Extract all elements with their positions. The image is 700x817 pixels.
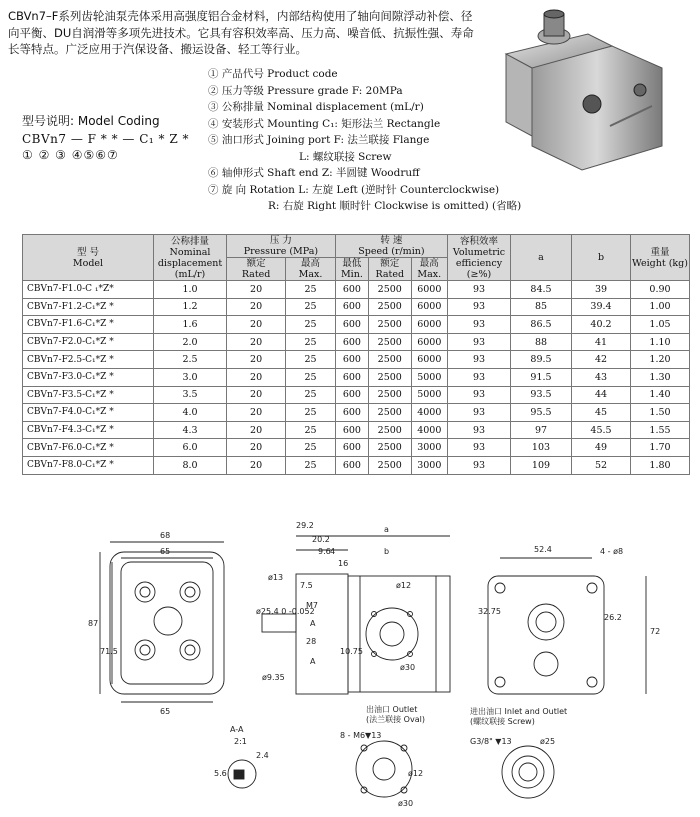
table-cell: 85 <box>511 298 572 316</box>
table-cell: 2500 <box>368 456 411 474</box>
header-max: 最高 Max. <box>286 258 336 281</box>
table-row <box>23 386 690 404</box>
header-rated-speed: 额定 Rated <box>368 258 411 281</box>
table-cell: 1.05 <box>631 316 690 334</box>
table-cell: 20 <box>227 421 286 439</box>
header-b: b <box>572 235 631 281</box>
dim-28: 28 <box>306 637 317 646</box>
table-cell: 3000 <box>411 456 447 474</box>
table-cell: 25 <box>286 351 336 369</box>
table-cell: 2.5 <box>154 351 227 369</box>
table-cell: 4000 <box>411 421 447 439</box>
table-cell: 93 <box>448 316 511 334</box>
header-a: a <box>511 235 572 281</box>
table-cell: 6000 <box>411 281 447 299</box>
table-cell: 2.0 <box>154 333 227 351</box>
table-cell: 1.30 <box>631 368 690 386</box>
inlet-view <box>502 746 554 798</box>
table-cell: 1.2 <box>154 298 227 316</box>
table-cell: 600 <box>335 351 368 369</box>
model-code-string: CBVn7 — F * * — C₁ * Z * <box>22 132 190 146</box>
table-cell: 93 <box>448 439 511 457</box>
table-cell: 3.5 <box>154 386 227 404</box>
table-cell: 41 <box>572 333 631 351</box>
table-cell: 25 <box>286 333 336 351</box>
dim-13: ø13 <box>268 573 284 582</box>
dim-30b: ø30 <box>398 799 414 808</box>
dim-10-75: 10.75 <box>340 647 363 656</box>
table-cell: 0.90 <box>631 281 690 299</box>
outlet-subtitle: (法兰联接 Oval) <box>366 715 425 724</box>
model-coding-title: 型号说明: Model Coding <box>22 114 160 128</box>
table-cell: 2500 <box>368 368 411 386</box>
header-efficiency: 容积效率 Volumetric efficiency (≥%) <box>448 235 511 281</box>
table-cell: 89.5 <box>511 351 572 369</box>
table-cell: 4.0 <box>154 404 227 422</box>
dim-32-75: 32.75 <box>478 607 501 616</box>
dim-b: b <box>384 547 390 556</box>
table-cell: 6000 <box>411 333 447 351</box>
table-cell: 600 <box>335 333 368 351</box>
table-cell: 6000 <box>411 351 447 369</box>
section-aa <box>228 760 256 788</box>
table-cell: 39 <box>572 281 631 299</box>
table-cell: 600 <box>335 316 368 334</box>
dim-5-6: 5.6 <box>214 769 227 778</box>
table-cell: 93 <box>448 456 511 474</box>
legend-line: ⑦ 旋 向 Rotation L: 左旋 Left (逆时针 Counterclockwise) <box>208 183 500 196</box>
table-cell: 4000 <box>411 404 447 422</box>
table-cell: 1.50 <box>631 404 690 422</box>
table-cell: 1.10 <box>631 333 690 351</box>
table-cell: 1.6 <box>154 316 227 334</box>
table-cell-model: CBVn7-F1.2-C₁*Z * <box>23 298 154 316</box>
table-cell: 5000 <box>411 368 447 386</box>
dim-25-4: ø25.4 0 -0.052 <box>256 607 315 616</box>
table-cell: 25 <box>286 404 336 422</box>
dim-65a: 65 <box>160 547 171 556</box>
table-cell: 86.5 <box>511 316 572 334</box>
table-cell: 600 <box>335 404 368 422</box>
table-cell: 600 <box>335 281 368 299</box>
dim-30a: ø30 <box>400 663 416 672</box>
table-cell: 25 <box>286 386 336 404</box>
table-cell: 600 <box>335 386 368 404</box>
table-cell: 4.3 <box>154 421 227 439</box>
table-cell-model: CBVn7-F2.0-C₁*Z * <box>23 333 154 351</box>
table-cell: 20 <box>227 439 286 457</box>
table-cell: 20 <box>227 351 286 369</box>
front-view <box>100 542 224 702</box>
table-cell: 2500 <box>368 281 411 299</box>
spec-table <box>22 234 690 475</box>
label-a2: A <box>310 657 316 666</box>
table-cell: 20 <box>227 456 286 474</box>
table-cell: 39.4 <box>572 298 631 316</box>
dim-29-2: 29.2 <box>296 521 314 530</box>
table-cell: 95.5 <box>511 404 572 422</box>
table-cell: 20 <box>227 368 286 386</box>
dim-87: 87 <box>88 619 99 628</box>
table-cell: 1.40 <box>631 386 690 404</box>
model-code-numbers: ① ② ③ ④⑤⑥⑦ <box>22 148 119 162</box>
legend-line: R: 右旋 Right 顺时针 Clockwise is omitted) (省略) <box>268 200 522 212</box>
table-row <box>23 351 690 369</box>
table-cell: 3.0 <box>154 368 227 386</box>
table-cell: 20 <box>227 281 286 299</box>
table-cell: 49 <box>572 439 631 457</box>
table-cell: 600 <box>335 439 368 457</box>
dim-9-6: 9.6 <box>318 547 331 556</box>
header-min-speed: 最低 Min. <box>335 258 368 281</box>
legend-line: ④ 安装形式 Mounting C₁: 矩形法兰 Rectangle <box>208 117 441 130</box>
header-rated: 额定 Rated <box>227 258 286 281</box>
table-cell-model: CBVn7-F1.6-C₁*Z * <box>23 316 154 334</box>
table-row <box>23 281 690 299</box>
table-cell: 600 <box>335 298 368 316</box>
dim-68: 68 <box>160 531 171 540</box>
legend-line: ② 压力等级 Pressure grade F: 20MPa <box>208 84 403 97</box>
table-cell: 109 <box>511 456 572 474</box>
dim-12b: ø12 <box>408 769 424 778</box>
table-cell: 93 <box>448 351 511 369</box>
table-row <box>23 404 690 422</box>
label-a1: A <box>310 619 316 628</box>
table-cell: 25 <box>286 316 336 334</box>
table-cell: 3000 <box>411 439 447 457</box>
header-model: 型 号 Model <box>23 235 154 281</box>
table-cell: 42 <box>572 351 631 369</box>
table-row <box>23 439 690 457</box>
header-displacement: 公称排量 Nominal displacement (mL/r) <box>154 235 227 281</box>
dim-4: 4 <box>330 547 336 556</box>
legend-line: ① 产品代号 Product code <box>208 68 338 80</box>
table-cell-model: CBVn7-F4.0-C₁*Z * <box>23 404 154 422</box>
coding-legend <box>208 66 521 215</box>
legend-line: ③ 公称排量 Nominal displacement (mL/r) <box>208 101 424 113</box>
legend-line: ⑤ 油口形式 Joining port F: 法兰联接 Flange <box>208 134 430 146</box>
table-cell: 93 <box>448 298 511 316</box>
table-cell: 1.70 <box>631 439 690 457</box>
table-cell-model: CBVn7-F8.0-C₁*Z * <box>23 456 154 474</box>
intro-paragraph: CBVn7–F系列齿轮油泵壳体采用高强度铝合金材料，内部结构使用了轴向间隙浮动补偿、径向平衡、DU自润滑等多项先进技术。它具有容积效率高、压力高、噪音低、抗振性强、寿命长等特点。广泛应用于汽保设备、搬运设备、轻工等行业。 <box>8 9 474 56</box>
table-cell: 6000 <box>411 316 447 334</box>
table-cell: 93 <box>448 404 511 422</box>
table-cell: 25 <box>286 456 336 474</box>
outlet-title: 出油口 Outlet <box>366 705 418 714</box>
table-cell: 1.80 <box>631 456 690 474</box>
table-cell: 600 <box>335 456 368 474</box>
inlet-title: 进出油口 Inlet and Outlet <box>470 707 568 716</box>
table-cell: 88 <box>511 333 572 351</box>
rear-view <box>488 558 646 694</box>
table-cell: 2500 <box>368 386 411 404</box>
table-cell: 93 <box>448 421 511 439</box>
table-cell: 45 <box>572 404 631 422</box>
table-cell: 43 <box>572 368 631 386</box>
table-row <box>23 298 690 316</box>
dim-4x8: 4 - ø8 <box>600 547 624 556</box>
outlet-view <box>356 741 412 797</box>
table-cell: 25 <box>286 439 336 457</box>
dim-65b: 65 <box>160 707 171 716</box>
table-cell: 20 <box>227 298 286 316</box>
header-pressure: 压 力 Pressure (MPa) <box>227 235 336 258</box>
dim-9-35: ø9.35 <box>262 673 285 682</box>
table-cell: 103 <box>511 439 572 457</box>
table-cell: 93 <box>448 333 511 351</box>
engineering-drawings <box>0 514 700 817</box>
header-speed: 转 速 Speed (r/min) <box>335 235 447 258</box>
table-cell: 93 <box>448 368 511 386</box>
table-cell: 8.0 <box>154 456 227 474</box>
inlet-subtitle: (螺纹联接 Screw) <box>470 717 535 726</box>
legend-line: L: 螺纹联接 Screw <box>299 150 392 163</box>
table-cell-model: CBVn7-F2.5-C₁*Z * <box>23 351 154 369</box>
table-cell: 25 <box>286 368 336 386</box>
table-cell: 20 <box>227 404 286 422</box>
table-row <box>23 333 690 351</box>
table-cell: 2500 <box>368 439 411 457</box>
inlet-thread: G3/8" ▼13 <box>470 737 512 746</box>
header-weight: 重量 Weight (kg) <box>631 235 690 281</box>
header-max-speed: 最高 Max. <box>411 258 447 281</box>
table-cell: 600 <box>335 368 368 386</box>
table-cell: 93.5 <box>511 386 572 404</box>
table-cell: 2500 <box>368 421 411 439</box>
dim-20-2: 20.2 <box>312 535 330 544</box>
table-cell: 84.5 <box>511 281 572 299</box>
table-cell-model: CBVn7-F3.0-C₁*Z * <box>23 368 154 386</box>
table-cell-model: CBVn7-F1.0-C ₁*Z* <box>23 281 154 299</box>
table-cell: 25 <box>286 421 336 439</box>
table-cell-model: CBVn7-F6.0-C₁*Z * <box>23 439 154 457</box>
table-row <box>23 368 690 386</box>
dim-2-4: 2.4 <box>256 751 269 760</box>
table-cell: 20 <box>227 333 286 351</box>
table-cell: 6000 <box>411 298 447 316</box>
table-cell: 1.0 <box>154 281 227 299</box>
table-cell: 44 <box>572 386 631 404</box>
dim-71-5: 71.5 <box>100 647 118 656</box>
table-cell: 2500 <box>368 351 411 369</box>
table-cell: 2500 <box>368 333 411 351</box>
table-cell: 1.55 <box>631 421 690 439</box>
table-cell: 97 <box>511 421 572 439</box>
table-cell-model: CBVn7-F4.3-C₁*Z * <box>23 421 154 439</box>
table-cell: 40.2 <box>572 316 631 334</box>
dim-26-2: 26.2 <box>604 613 622 622</box>
table-cell: 1.00 <box>631 298 690 316</box>
table-cell: 600 <box>335 421 368 439</box>
table-cell: 2500 <box>368 316 411 334</box>
table-cell: 45.5 <box>572 421 631 439</box>
table-cell: 5000 <box>411 386 447 404</box>
dim-m7: M7 <box>306 601 318 610</box>
table-cell: 93 <box>448 386 511 404</box>
dim-7-5: 7.5 <box>300 581 313 590</box>
table-cell: 6.0 <box>154 439 227 457</box>
dim-72: 72 <box>650 627 661 636</box>
table-row <box>23 316 690 334</box>
table-cell-model: CBVn7-F3.5-C₁*Z * <box>23 386 154 404</box>
table-row <box>23 456 690 474</box>
table-cell: 93 <box>448 281 511 299</box>
legend-line: ⑥ 轴伸形式 Shaft end Z: 半圆键 Woodruff <box>208 167 420 179</box>
table-row <box>23 421 690 439</box>
section-ratio: 2:1 <box>234 737 247 746</box>
table-cell: 25 <box>286 298 336 316</box>
table-cell: 91.5 <box>511 368 572 386</box>
dim-12a: ø12 <box>396 581 412 590</box>
pump-photo <box>492 6 688 176</box>
table-cell: 1.20 <box>631 351 690 369</box>
table-cell: 2500 <box>368 298 411 316</box>
table-cell: 2500 <box>368 404 411 422</box>
dim-52-4: 52.4 <box>534 545 552 554</box>
table-cell: 20 <box>227 316 286 334</box>
table-cell: 52 <box>572 456 631 474</box>
outlet-bolts: 8 - M6▼13 <box>340 731 382 740</box>
dim-a: a <box>384 525 389 534</box>
table-cell: 25 <box>286 281 336 299</box>
dim-16: 16 <box>338 559 349 568</box>
table-cell: 20 <box>227 386 286 404</box>
dim-25: ø25 <box>540 737 556 746</box>
section-label: A-A <box>230 725 244 734</box>
